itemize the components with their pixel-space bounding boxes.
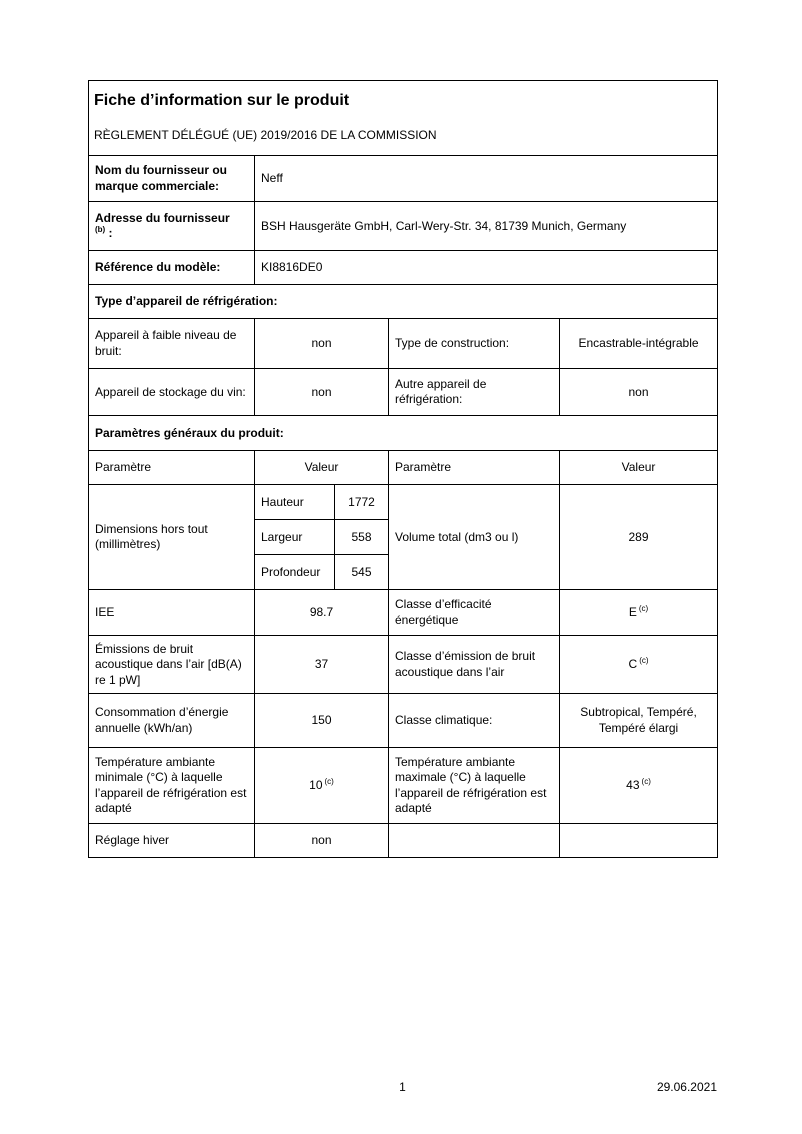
winter-setting-label: Réglage hiver xyxy=(89,824,255,858)
noise-class-label: Classe d’émission de bruit acoustique dans l’air xyxy=(389,636,560,694)
dimensions-row xyxy=(89,485,718,520)
table-row xyxy=(89,748,718,824)
empty-cell xyxy=(560,824,718,858)
dimension-width-label: Largeur xyxy=(255,520,335,555)
supplier-address-row xyxy=(89,202,718,251)
supplier-address-footnote-line xyxy=(95,226,248,242)
supplier-address-label-text: Adresse du fournisseur xyxy=(95,210,230,225)
type-section-header: Type d’appareil de réfrigération: xyxy=(89,285,718,319)
energy-consumption-label: Consommation d’énergie annuelle (kWh/an) xyxy=(89,694,255,748)
max-temperature-label: Température ambiante maximale (°C) à laquelle l’appareil de réfrigération est adapté xyxy=(389,748,560,824)
dimension-width-value: 558 xyxy=(335,520,389,555)
page-footer xyxy=(88,1080,717,1096)
min-temperature-number: 10 xyxy=(309,778,323,793)
dimension-height-label: Hauteur xyxy=(255,485,335,520)
total-volume-value: 289 xyxy=(560,485,718,590)
footnote-c-marker: (c) xyxy=(641,777,651,787)
climate-class-label: Classe climatique: xyxy=(389,694,560,748)
params-section-header: Paramètres généraux du produit: xyxy=(89,416,718,451)
type-section-header-row xyxy=(89,285,718,319)
max-temperature-number: 43 xyxy=(626,778,640,793)
climate-class-value: Subtropical, Tempéré, Tempéré élargi xyxy=(560,694,718,748)
column-header-row xyxy=(89,451,718,485)
min-temperature-value xyxy=(255,748,389,824)
dimension-depth-label: Profondeur xyxy=(255,555,335,590)
supplier-address-label-suffix: : xyxy=(105,226,113,241)
low-noise-label: Appareil à faible niveau de bruit: xyxy=(89,319,255,369)
footnote-c-marker: (c) xyxy=(639,656,649,666)
energy-consumption-value: 150 xyxy=(255,694,389,748)
energy-class-label: Classe d’efficacité énergétique xyxy=(389,590,560,636)
column-header-param1: Paramètre xyxy=(89,451,255,485)
model-reference-value: KI8816DE0 xyxy=(255,251,718,285)
construction-type-label: Type de construction: xyxy=(389,319,560,369)
page-number: 1 xyxy=(399,1080,406,1094)
table-row xyxy=(89,369,718,416)
table-row xyxy=(89,824,718,858)
noise-emissions-value: 37 xyxy=(255,636,389,694)
dimension-depth-value: 545 xyxy=(335,555,389,590)
max-temperature-value xyxy=(560,748,718,824)
footer-date: 29.06.2021 xyxy=(656,1080,717,1094)
wine-storage-label: Appareil de stockage du vin: xyxy=(89,369,255,416)
noise-emissions-label: Émissions de bruit acoustique dans l’air [dB(A) re 1 pW] xyxy=(89,636,255,694)
model-reference-row xyxy=(89,251,718,285)
table-row xyxy=(89,636,718,694)
title-cell xyxy=(89,81,718,156)
document-subtitle: RÈGLEMENT DÉLÉGUÉ (UE) 2019/2016 DE LA COMMISSION xyxy=(94,127,437,142)
table-row xyxy=(89,319,718,369)
fiche-table xyxy=(88,80,718,858)
low-noise-value: non xyxy=(255,319,389,369)
empty-cell xyxy=(389,824,560,858)
other-appliance-value: non xyxy=(560,369,718,416)
footnote-b-marker: (b) xyxy=(95,225,106,235)
other-appliance-label: Autre appareil de réfrigération: xyxy=(389,369,560,416)
iee-label: IEE xyxy=(89,590,255,636)
noise-class-letter: C xyxy=(628,657,638,672)
dimensions-label: Dimensions hors tout (millimètres) xyxy=(89,485,255,590)
iee-value: 98.7 xyxy=(255,590,389,636)
noise-class-value xyxy=(560,636,718,694)
supplier-address-value: BSH Hausgeräte GmbH, Carl-Wery-Str. 34, 81739 Munich, Germany xyxy=(255,202,718,251)
column-header-param2: Paramètre xyxy=(389,451,560,485)
table-row xyxy=(89,694,718,748)
energy-class-value xyxy=(560,590,718,636)
min-temperature-label: Température ambiante minimale (°C) à laquelle l’appareil de réfrigération est adapté xyxy=(89,748,255,824)
document-title: Fiche d’information sur le produit xyxy=(94,92,350,109)
supplier-name-value: Neff xyxy=(255,156,718,202)
construction-type-value: Encastrable-intégrable xyxy=(560,319,718,369)
supplier-name-label: Nom du fournisseur ou marque commerciale: xyxy=(89,156,255,202)
params-section-header-row xyxy=(89,416,718,451)
dimension-height-value: 1772 xyxy=(335,485,389,520)
wine-storage-value: non xyxy=(255,369,389,416)
total-volume-label: Volume total (dm3 ou l) xyxy=(389,485,560,590)
column-header-value1: Valeur xyxy=(255,451,389,485)
table-row xyxy=(89,590,718,636)
supplier-name-row xyxy=(89,156,718,202)
product-fiche xyxy=(88,80,717,858)
energy-class-letter: E xyxy=(628,605,637,620)
title-row xyxy=(89,81,718,156)
column-header-value2: Valeur xyxy=(560,451,718,485)
winter-setting-value: non xyxy=(255,824,389,858)
footnote-c-marker: (c) xyxy=(638,604,649,614)
supplier-address-label xyxy=(89,202,255,251)
footnote-c-marker: (c) xyxy=(324,777,334,787)
model-reference-label: Référence du modèle: xyxy=(89,251,255,285)
